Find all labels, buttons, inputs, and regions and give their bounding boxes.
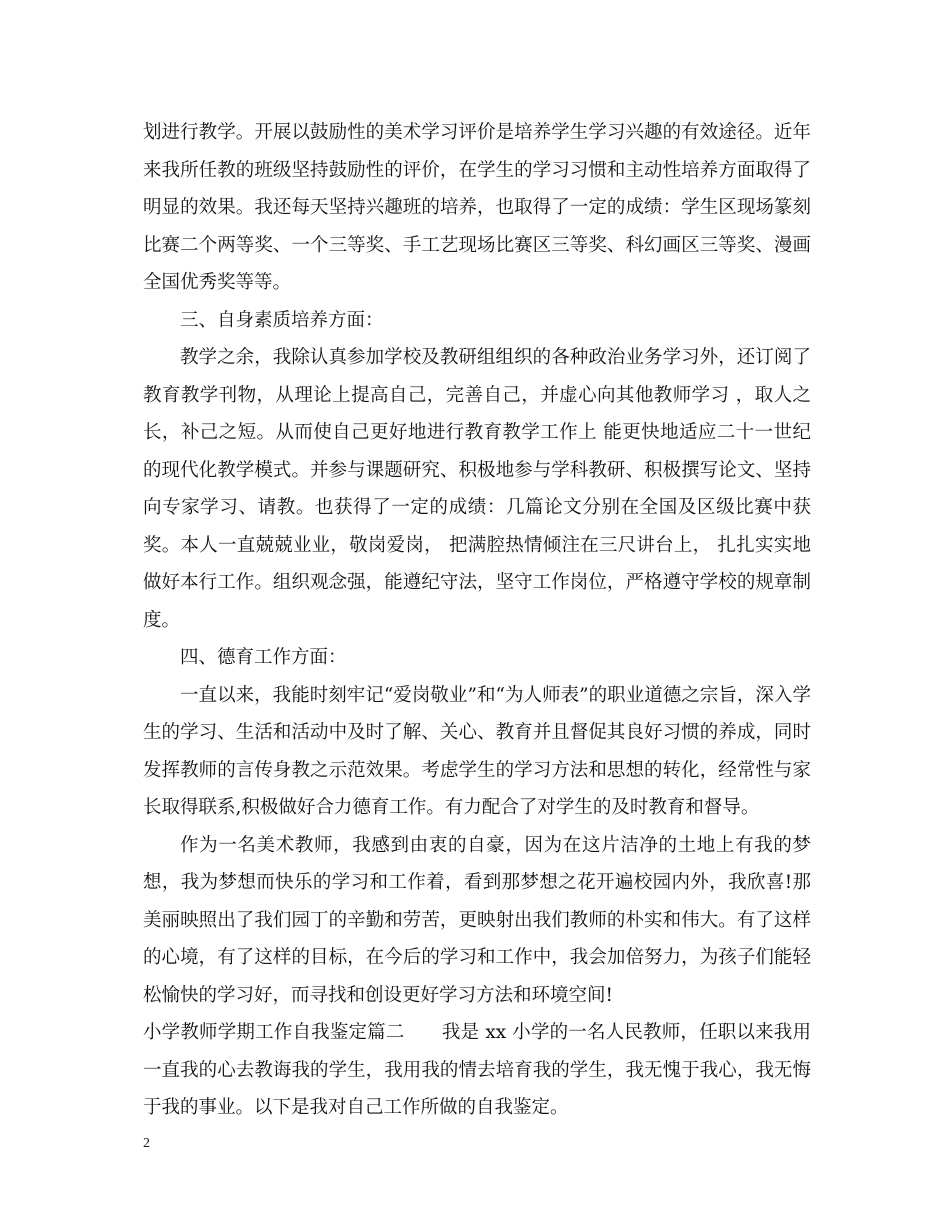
section-heading: 四、德育工作方面：	[180, 647, 347, 668]
section-heading: 三、自身素质培养方面：	[180, 309, 384, 331]
document-body	[143, 114, 811, 1127]
paragraph: 划进行教学。开展以鼓励性的美术学习评价是培养学生学习兴趣的有效途径。近年来我所任教的班级坚持鼓励性的评价，在学生的学习习惯和主动性培养方面取得了明显的效果。我还每天坚持兴趣班的培养，也取得了一定的成绩：学生区现场篆刻比赛二个两等奖、一个三等奖、手工艺现场比赛区三等奖、科幻画区三等奖、漫画全国优秀奖等等。	[143, 122, 811, 293]
paragraph: 作为一名美术教师，我感到由衷的自豪，因为在这片洁净的土地上有我的梦想，我为梦想而快乐的学习和工作着，看到那梦想之花开遍校园内外，我欣喜!那美丽映照出了我们园丁的辛勤和劳苦，更映射出我们教师的朴实和伟大。有了这样的心境，有了这样的目标，在今后的学习和工作中，我会加倍努力，为孩子们能轻松愉快的学习好，而寻找和创设更好学习方法和环境空间!	[143, 834, 811, 1006]
paragraph: 一直以来，我能时刻牢记“爱岗敬业”和“为人师表”的职业道德之宗旨，深入学生的学习、生活和活动中及时了解、关心、教育并且督促其良好习惯的养成，同时发挥教师的言传身教之示范效果。考虑学生的学习方法和思想的转化，经常性与家长取得联系,积极做好合力德育工作。有力配合了对学生的及时教育和督导。	[143, 684, 811, 818]
paragraph: 小学教师学期工作自我鉴定篇二 我是 xx 小学的一名人民教师，任职以来我用一直我的心去教诲我的学生，我用我的情去培育我的学生，我无愧于我心，我无悔于我的事业。以下是我对自己工作所做的自我鉴定。	[143, 1022, 811, 1118]
page-number: 2	[143, 1136, 150, 1151]
paragraph: 教学之余，我除认真参加学校及教研组组织的各种政治业务学习外，还订阅了教育教学刊物，从理论上提高自己，完善自己，并虚心向其他教师学习 ，取人之长，补己之短。从而使自己更好地进行教育教学工作上 能更快地适应二十一世纪的现代化教学模式。并参与课题研究、积极地参与学科教研、积极撰写论文、坚持向专家学习、请教。也获得了一定的成绩：几篇论文分别在全国及区级比赛中获奖。本人一直兢兢业业，敬岗爱岗， 把满腔热情倾注在三尺讲台上， 扎扎实实地做好本行工作。组织观念强，能遵纪守法，坚守工作岗位，严格遵守学校的规章制度。	[143, 347, 811, 631]
